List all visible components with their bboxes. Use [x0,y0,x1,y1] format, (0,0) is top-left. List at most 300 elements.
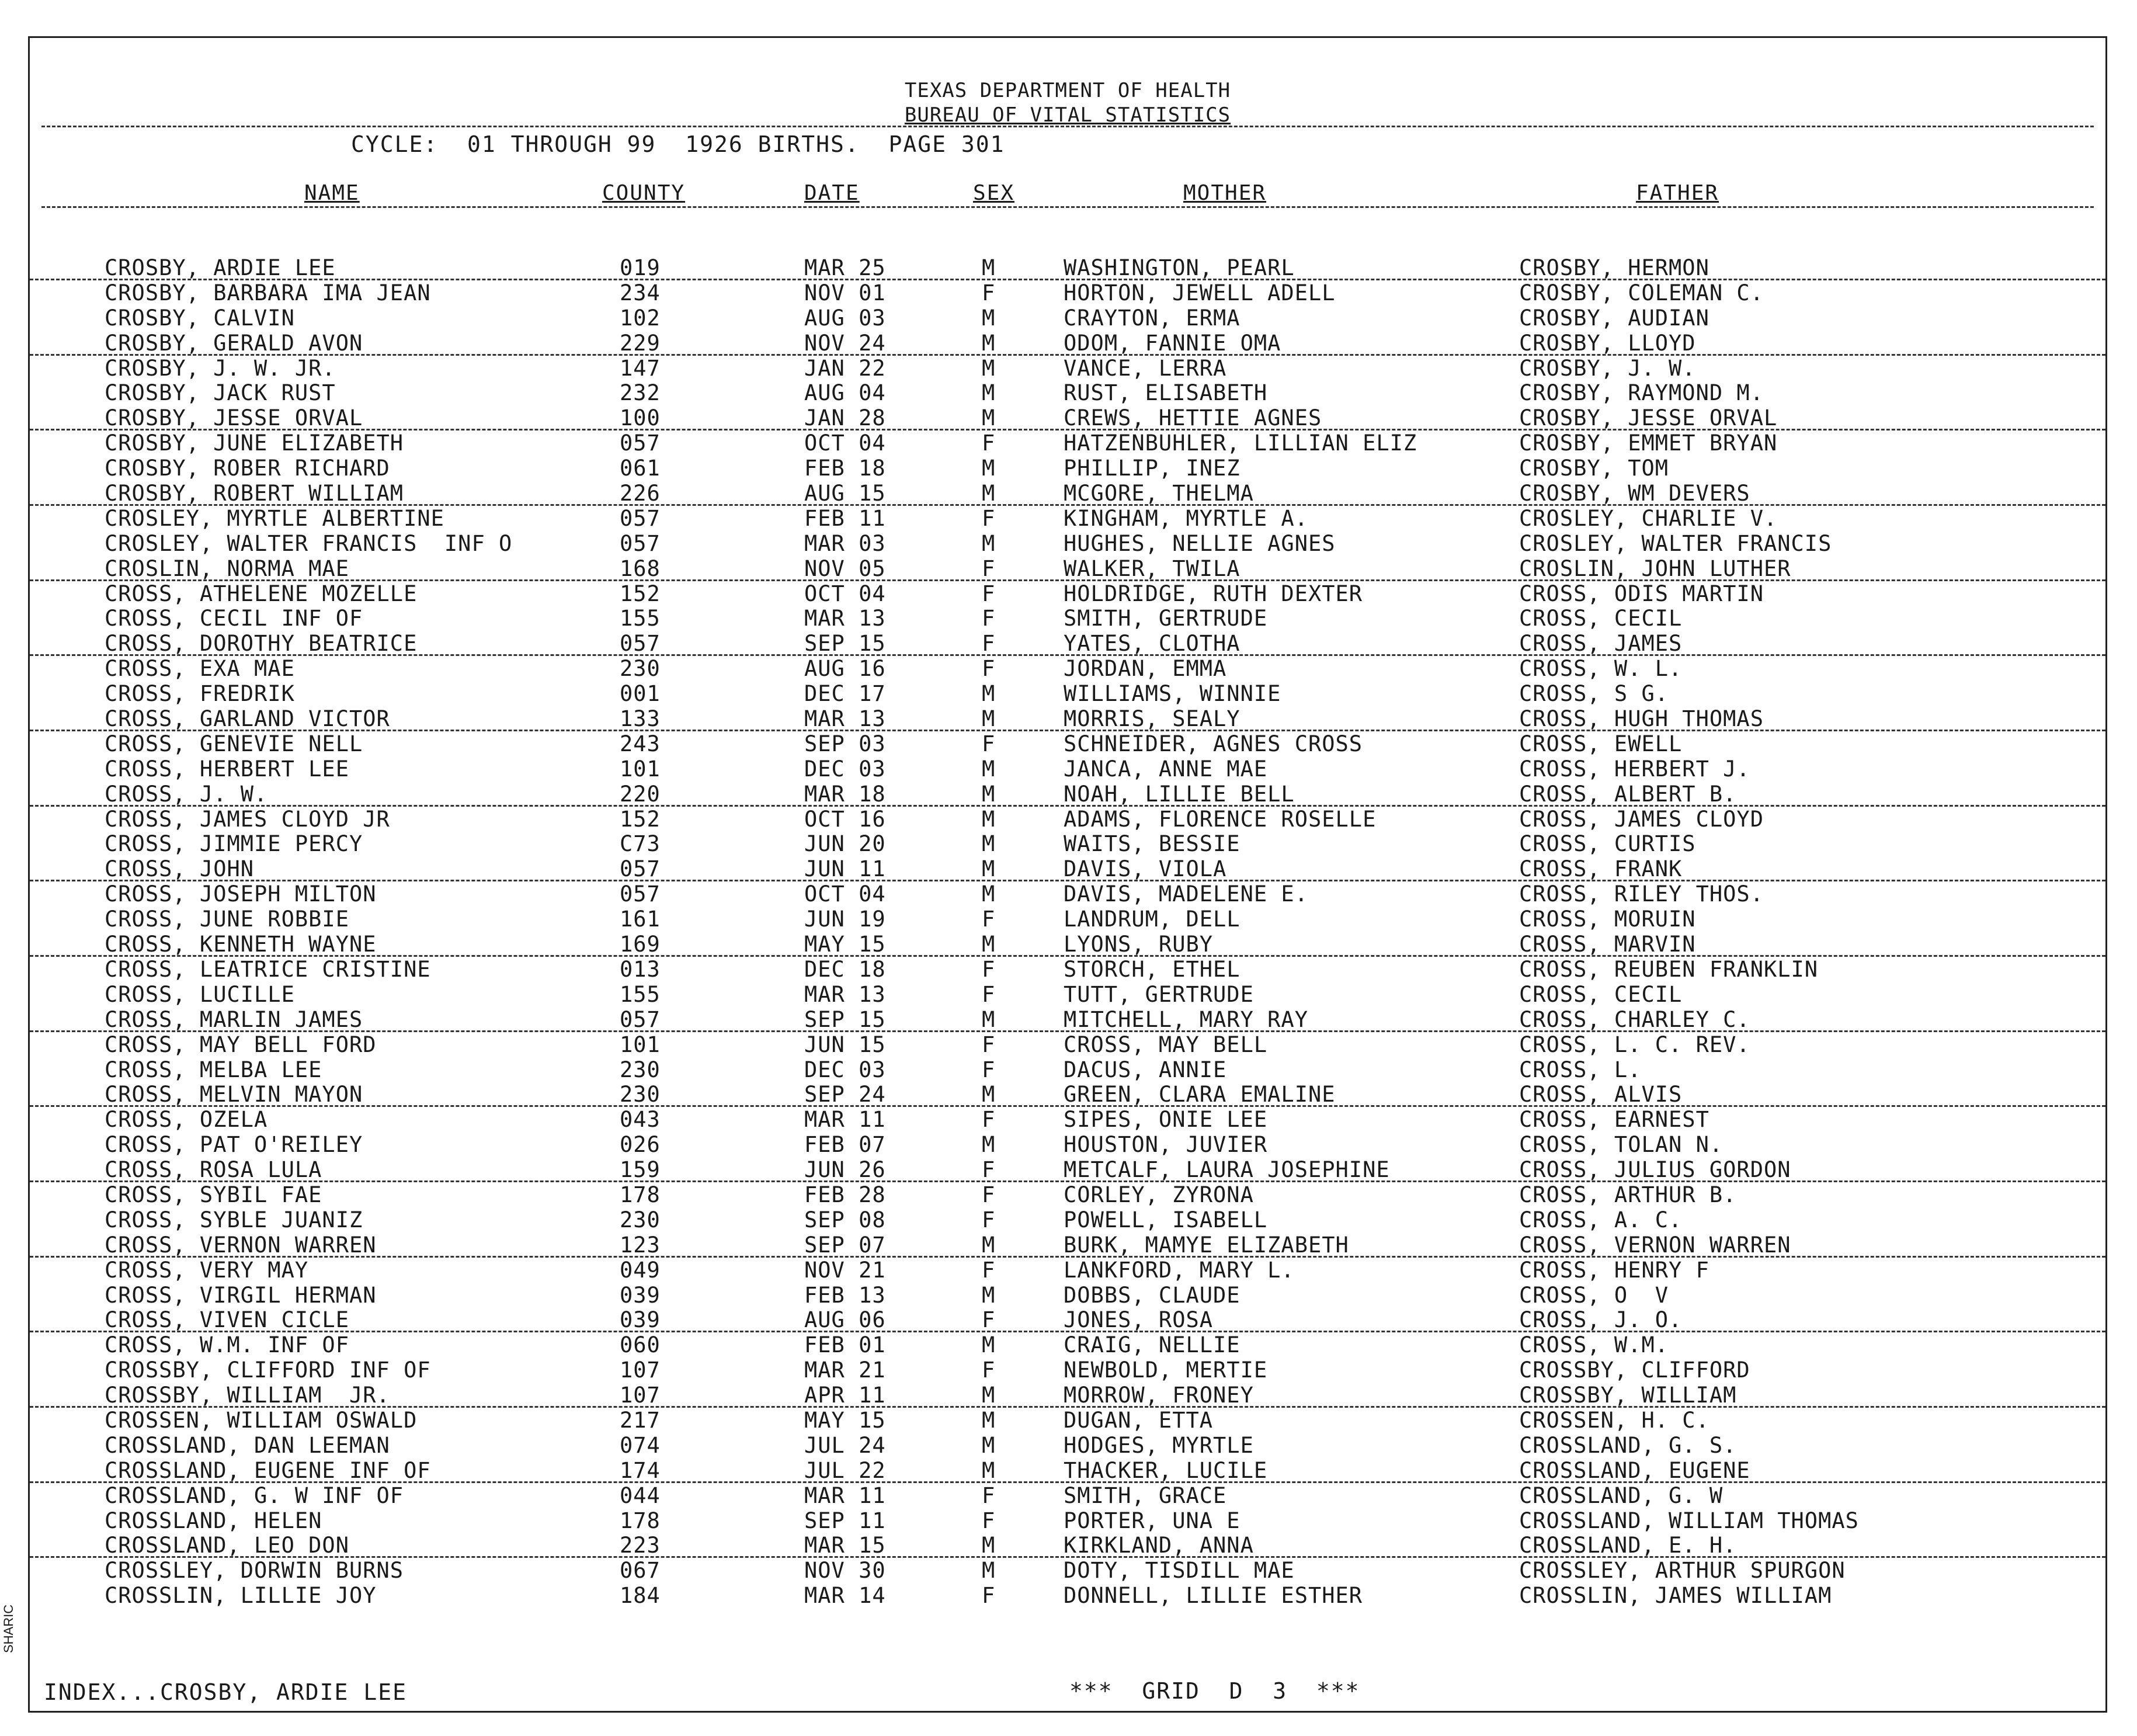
record-county: 067 [620,1558,661,1584]
record-date: SEP 15 [804,1006,886,1032]
record-mother: HOUSTON, JUVIER [1064,1132,1268,1158]
record-sex: M [982,380,996,406]
record-name: CROSSLAND, HELEN [105,1508,322,1533]
record-name: CROSS, MELBA LEE [105,1057,322,1082]
record-name: CROSSBY, CLIFFORD INF OF [105,1357,431,1383]
record-sex: F [982,656,996,682]
record-county: 019 [620,255,661,280]
record-row [30,280,2105,305]
record-mother: GREEN, CLARA EMALINE [1064,1082,1336,1107]
record-name: CROSS, KENNETH WAYNE [105,932,377,957]
record-row [30,255,2105,280]
record-name: CROSS, DOROTHY BEATRICE [105,631,418,657]
record-name: CROSS, SYBIL FAE [105,1182,322,1207]
record-mother: DOTY, TISDILL MAE [1064,1558,1295,1584]
record-date: JUN 20 [804,831,886,857]
record-date: MAY 15 [804,1407,886,1433]
record-sex: F [982,280,996,305]
record-date: OCT 04 [804,881,886,907]
record-father: CROSS, HENRY F [1519,1257,1709,1283]
record-mother: CRAYTON, ERMA [1064,305,1240,331]
record-date: MAR 14 [804,1583,886,1609]
record-mother: SIPES, ONIE LEE [1064,1107,1268,1133]
record-father: CROSS, CHARLEY C. [1519,1006,1750,1032]
record-mother: HATZENBUHLER, LILLIAN ELIZ [1064,430,1417,456]
record-row [30,1533,2105,1558]
record-father: CROSSBY, CLIFFORD [1519,1357,1750,1383]
record-mother: DACUS, ANNIE [1064,1057,1227,1082]
record-father: CROSSLAND, G. W [1519,1482,1724,1508]
record-date: SEP 11 [804,1508,886,1533]
record-mother: NOAH, LILLIE BELL [1064,781,1295,807]
record-father: CROSBY, JESSE ORVAL [1519,405,1778,431]
record-sex: M [982,405,996,431]
record-father: CROSBY, HERMON [1519,255,1709,280]
record-name: CROSS, OZELA [105,1107,268,1133]
record-county: 001 [620,681,661,707]
record-sex: F [982,1307,996,1333]
record-name: CROSS, GENEVIE NELL [105,731,363,756]
record-row [30,1433,2105,1458]
record-date: NOV 30 [804,1558,886,1584]
record-county: 155 [620,606,661,631]
record-county: 013 [620,956,661,982]
record-county: 178 [620,1182,661,1207]
record-date: MAR 13 [804,606,886,631]
record-county: 230 [620,1207,661,1232]
record-county: 152 [620,581,661,606]
record-county: 226 [620,481,661,506]
record-mother: THACKER, LUCILE [1064,1457,1268,1483]
record-father: CROSSLAND, E. H. [1519,1533,1737,1558]
record-date: SEP 08 [804,1207,886,1232]
record-date: JAN 28 [804,405,886,431]
record-county: 220 [620,781,661,807]
record-father: CROSBY, TOM [1519,456,1669,481]
record-county: 044 [620,1482,661,1508]
record-county: 057 [620,505,661,531]
record-row [30,506,2105,531]
record-row [30,1107,2105,1132]
record-row [30,331,2105,356]
record-name: CROSSLAND, LEO DON [105,1533,349,1558]
column-header-date: DATE [804,181,860,205]
record-row [30,581,2105,606]
record-row [30,631,2105,656]
record-sex: F [982,956,996,982]
record-mother: MITCHELL, MARY RAY [1064,1006,1308,1032]
record-father: CROSS, ARTHUR B. [1519,1182,1737,1207]
header-department: TEXAS DEPARTMENT OF HEALTH [904,79,1231,102]
record-mother: JANCA, ANNE MAE [1064,756,1268,782]
record-date: MAR 21 [804,1357,886,1383]
record-name: CROSS, LEATRICE CRISTINE [105,956,431,982]
record-mother: HOLDRIDGE, RUTH DEXTER [1064,581,1363,606]
record-name: CROSLEY, WALTER FRANCIS INF O [105,530,513,556]
record-name: CROSSLIN, LILLIE JOY [105,1583,377,1609]
record-name: CROSS, JIMMIE PERCY [105,831,363,857]
record-county: 061 [620,456,661,481]
record-mother: POWELL, ISABELL [1064,1207,1268,1232]
record-father: CROSS, ODIS MARTIN [1519,581,1764,606]
record-row [30,681,2105,706]
record-date: SEP 03 [804,731,886,756]
record-county: 039 [620,1307,661,1333]
record-mother: ODOM, FANNIE OMA [1064,330,1281,356]
record-date: MAR 25 [804,255,886,280]
record-county: 229 [620,330,661,356]
record-date: FEB 18 [804,456,886,481]
header-bureau: BUREAU OF VITAL STATISTICS [904,103,1231,127]
record-name: CROSS, VIVEN CICLE [105,1307,349,1333]
index-footer: INDEX...CROSBY, ARDIE LEE [44,1679,407,1705]
record-row [30,856,2105,881]
record-row [30,1232,2105,1258]
record-row [30,1458,2105,1483]
record-row [30,907,2105,932]
record-county: 057 [620,631,661,657]
record-name: CROSS, LUCILLE [105,981,295,1007]
record-name: CROSSLAND, EUGENE INF OF [105,1457,431,1483]
column-header-rule [41,206,2094,208]
record-father: CROSS, ALBERT B. [1519,781,1737,807]
record-row [30,782,2105,807]
record-date: SEP 15 [804,631,886,657]
record-father: CROSS, EWELL [1519,731,1683,756]
record-row [30,1583,2105,1608]
record-father: CROSLEY, WALTER FRANCIS [1519,530,1832,556]
record-county: 057 [620,430,661,456]
record-county: 074 [620,1432,661,1458]
record-mother: MORROW, FRONEY [1064,1383,1254,1408]
record-father: CROSS, CECIL [1519,981,1683,1007]
record-name: CROSSEN, WILLIAM OSWALD [105,1407,418,1433]
record-father: CROSSLIN, JAMES WILLIAM [1519,1583,1832,1609]
record-father: CROSBY, COLEMAN C. [1519,280,1764,305]
record-father: CROSS, TOLAN N. [1519,1132,1724,1158]
record-mother: DONNELL, LILLIE ESTHER [1064,1583,1363,1609]
record-name: CROSS, VIRGIL HERMAN [105,1282,377,1308]
record-mother: KIRKLAND, ANNA [1064,1533,1254,1558]
record-name: CROSSLAND, DAN LEEMAN [105,1432,390,1458]
record-father: CROSS, L. [1519,1057,1642,1082]
record-father: CROSS, MORUIN [1519,907,1696,932]
record-name: CROSS, W.M. INF OF [105,1332,349,1358]
record-sex: F [982,1107,996,1133]
record-father: CROSSLEY, ARTHUR SPURGON [1519,1558,1846,1584]
record-mother: SCHNEIDER, AGNES CROSS [1064,731,1363,756]
record-sex: M [982,1006,996,1032]
record-sex: F [982,981,996,1007]
record-county: 057 [620,530,661,556]
record-mother: ADAMS, FLORENCE ROSELLE [1064,806,1377,832]
record-sex: F [982,1157,996,1183]
record-name: CROSS, SYBLE JUANIZ [105,1207,363,1232]
record-date: JUN 19 [804,907,886,932]
record-mother: DAVIS, VIOLA [1064,856,1227,882]
record-sex: F [982,1482,996,1508]
record-date: MAR 11 [804,1482,886,1508]
record-sex: M [982,831,996,857]
record-mother: METCALF, LAURA JOSEPHINE [1064,1157,1390,1183]
record-sex: F [982,1207,996,1232]
record-county: 174 [620,1457,661,1483]
record-mother: KINGHAM, MYRTLE A. [1064,505,1308,531]
record-date: AUG 03 [804,305,886,331]
record-date: MAR 15 [804,1533,886,1558]
record-mother: JORDAN, EMMA [1064,656,1227,682]
record-row [30,731,2105,756]
record-mother: VANCE, LERRA [1064,355,1227,381]
record-county: 107 [620,1357,661,1383]
record-name: CROSS, JOHN [105,856,255,882]
record-mother: PORTER, UNA E [1064,1508,1240,1533]
record-mother: CRAIG, NELLIE [1064,1332,1240,1358]
record-date: DEC 03 [804,1057,886,1082]
record-date: AUG 16 [804,656,886,682]
record-date: FEB 13 [804,1282,886,1308]
record-name: CROSS, HERBERT LEE [105,756,349,782]
record-date: JUN 26 [804,1157,886,1183]
record-name: CROSS, MARLIN JAMES [105,1006,363,1032]
record-name: CROSLEY, MYRTLE ALBERTINE [105,505,444,531]
record-row [30,1032,2105,1057]
record-row [30,1283,2105,1308]
record-sex: M [982,355,996,381]
side-label: SHARIC [1,1604,16,1653]
record-county: 161 [620,907,661,932]
record-father: CROSBY, WM DEVERS [1519,481,1750,506]
record-row [30,405,2105,430]
record-sex: M [982,806,996,832]
record-sex: M [982,1407,996,1433]
record-father: CROSS, W. L. [1519,656,1683,682]
record-mother: RUST, ELISABETH [1064,380,1268,406]
record-date: JUL 22 [804,1457,886,1483]
record-name: CROSS, J. W. [105,781,268,807]
record-row [30,305,2105,331]
record-sex: F [982,1583,996,1609]
record-row [30,1483,2105,1508]
record-father: CROSS, RILEY THOS. [1519,881,1764,907]
record-name: CROSBY, ROBERT WILLIAM [105,481,404,506]
record-sex: M [982,932,996,957]
record-row [30,1007,2105,1032]
record-mother: BURK, MAMYE ELIZABETH [1064,1232,1349,1258]
record-name: CROSS, MAY BELL FORD [105,1032,377,1057]
record-date: AUG 06 [804,1307,886,1333]
record-father: CROSS, S G. [1519,681,1669,707]
record-name: CROSS, CECIL INF OF [105,606,363,631]
record-father: CROSS, HERBERT J. [1519,756,1750,782]
record-sex: M [982,481,996,506]
record-date: SEP 07 [804,1232,886,1258]
record-name: CROSS, PAT O'REILEY [105,1132,363,1158]
record-sex: M [982,1332,996,1358]
record-mother: DAVIS, MADELENE E. [1064,881,1308,907]
record-row [30,1182,2105,1207]
record-mother: CROSS, MAY BELL [1064,1032,1268,1057]
record-sex: M [982,456,996,481]
record-row [30,706,2105,731]
record-sex: F [982,581,996,606]
record-row [30,881,2105,907]
record-row [30,1207,2105,1232]
record-county: 026 [620,1132,661,1158]
record-sex: M [982,330,996,356]
record-father: CROSS, JAMES CLOYD [1519,806,1764,832]
record-name: CROSS, ROSA LULA [105,1157,322,1183]
record-row [30,1258,2105,1283]
record-name: CROSS, JOSEPH MILTON [105,881,377,907]
record-row [30,1408,2105,1433]
record-county: 101 [620,1032,661,1057]
record-county: 100 [620,405,661,431]
record-row [30,606,2105,631]
record-father: CROSS, L. C. REV. [1519,1032,1750,1057]
record-sex: M [982,881,996,907]
record-mother: TUTT, GERTRUDE [1064,981,1254,1007]
record-name: CROSS, EXA MAE [105,656,295,682]
record-mother: LANDRUM, DELL [1064,907,1240,932]
record-sex: M [982,530,996,556]
record-county: 057 [620,1006,661,1032]
record-name: CROSBY, JUNE ELIZABETH [105,430,404,456]
record-father: CROSLIN, JOHN LUTHER [1519,555,1791,581]
record-sex: F [982,907,996,932]
record-date: JAN 22 [804,355,886,381]
record-sex: F [982,606,996,631]
record-county: 039 [620,1282,661,1308]
column-header-name: NAME [304,181,360,205]
record-date: NOV 01 [804,280,886,305]
record-mother: HORTON, JEWELL ADELL [1064,280,1336,305]
record-county: 223 [620,1533,661,1558]
record-sex: F [982,555,996,581]
record-father: CROSS, HUGH THOMAS [1519,706,1764,732]
record-county: 168 [620,555,661,581]
record-name: CROSBY, BARBARA IMA JEAN [105,280,431,305]
record-date: AUG 04 [804,380,886,406]
record-date: MAR 18 [804,781,886,807]
record-date: MAR 03 [804,530,886,556]
record-row [30,556,2105,581]
record-name: CROSBY, CALVIN [105,305,295,331]
record-sex: F [982,1032,996,1057]
record-name: CROSLIN, NORMA MAE [105,555,349,581]
record-sex: M [982,305,996,331]
record-row [30,1357,2105,1383]
record-county: 102 [620,305,661,331]
record-row [30,932,2105,957]
record-father: CROSS, ALVIS [1519,1082,1683,1107]
record-name: CROSBY, GERALD AVON [105,330,363,356]
record-date: MAR 13 [804,981,886,1007]
record-sex: M [982,255,996,280]
record-date: AUG 15 [804,481,886,506]
record-father: CROSS, FRANK [1519,856,1683,882]
record-father: CROSS, W.M. [1519,1332,1669,1358]
record-date: OCT 04 [804,581,886,606]
record-county: 159 [620,1157,661,1183]
record-county: 155 [620,981,661,1007]
record-name: CROSSBY, WILLIAM JR. [105,1383,390,1408]
record-mother: SMITH, GRACE [1064,1482,1227,1508]
record-row [30,1082,2105,1107]
record-father: CROSBY, RAYMOND M. [1519,380,1764,406]
record-father: CROSS, MARVIN [1519,932,1696,957]
record-father: CROSBY, LLOYD [1519,330,1696,356]
record-name: CROSSLAND, G. W INF OF [105,1482,404,1508]
record-row [30,1307,2105,1332]
record-date: FEB 01 [804,1332,886,1358]
record-county: 243 [620,731,661,756]
record-county: 152 [620,806,661,832]
records-list [30,255,2105,1608]
record-row [30,356,2105,381]
record-county: 123 [620,1232,661,1258]
record-sex: M [982,1432,996,1458]
grid-footer: *** GRID D 3 *** [1069,1678,1360,1704]
record-row [30,957,2105,982]
record-county: 101 [620,756,661,782]
record-date: FEB 11 [804,505,886,531]
record-name: CROSBY, ARDIE LEE [105,255,336,280]
record-date: FEB 07 [804,1132,886,1158]
record-row [30,1057,2105,1082]
record-date: OCT 16 [804,806,886,832]
record-name: CROSBY, J. W. JR. [105,355,336,381]
record-father: CROSSEN, H. C. [1519,1407,1709,1433]
record-mother: YATES, CLOTHA [1064,631,1240,657]
column-header-mother: MOTHER [1183,181,1267,205]
record-county: 230 [620,1082,661,1107]
record-sex: M [982,1533,996,1558]
record-name: CROSS, ATHELENE MOZELLE [105,581,418,606]
record-mother: MCGORE, THELMA [1064,481,1254,506]
record-mother: PHILLIP, INEZ [1064,456,1240,481]
record-county: 184 [620,1583,661,1609]
record-mother: LANKFORD, MARY L. [1064,1257,1295,1283]
record-sex: F [982,505,996,531]
record-row [30,756,2105,782]
record-date: NOV 21 [804,1257,886,1283]
record-row [30,1558,2105,1583]
record-mother: CREWS, HETTIE AGNES [1064,405,1322,431]
record-father: CROSSLAND, EUGENE [1519,1457,1750,1483]
record-father: CROSS, VERNON WARREN [1519,1232,1791,1258]
record-mother: STORCH, ETHEL [1064,956,1240,982]
record-date: JUL 24 [804,1432,886,1458]
record-father: CROSSBY, WILLIAM [1519,1383,1737,1408]
record-date: JUN 11 [804,856,886,882]
record-date: NOV 05 [804,555,886,581]
record-date: OCT 04 [804,430,886,456]
record-name: CROSS, VERNON WARREN [105,1232,377,1258]
record-row [30,1508,2105,1533]
record-sex: F [982,731,996,756]
record-row [30,430,2105,456]
record-county: C73 [620,831,661,857]
record-county: 060 [620,1332,661,1358]
record-sex: F [982,1257,996,1283]
record-sex: F [982,430,996,456]
record-date: JUN 15 [804,1032,886,1057]
record-row [30,656,2105,681]
record-row [30,481,2105,506]
record-mother: MORRIS, SEALY [1064,706,1240,732]
record-father: CROSS, EARNEST [1519,1107,1709,1133]
